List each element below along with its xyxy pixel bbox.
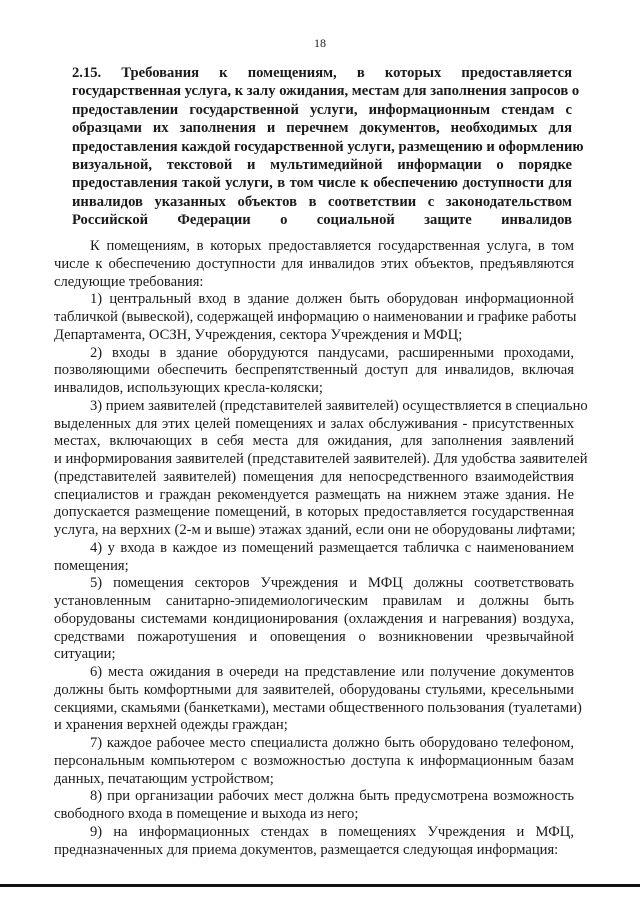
paragraph-line: следующие требования:: [54, 273, 204, 290]
paragraph-line: 2) входы в здание оборудуются пандусами, расширенными проходами,: [90, 344, 574, 361]
paragraph-line: числе к обеспечению доступности для инвалидов этих объектов, предъявляются: [54, 255, 574, 272]
section-heading: [72, 64, 584, 230]
paragraph-line: должны быть комфортными для заявителей, оборудованы стульями, кресельными: [54, 681, 574, 698]
heading-line: предоставлении государственной услуги, информационным стендам с: [72, 101, 572, 118]
requirement-item-9: [54, 824, 574, 860]
paragraph-line: специалистов и граждан рекомендуется размещать на нижнем этаже здания. Не: [54, 486, 574, 503]
requirement-item-2: [54, 345, 574, 398]
requirement-item-7: [54, 735, 574, 788]
paragraph-line: предназначенных для приема документов, размещается следующая информация:: [54, 841, 559, 858]
paragraph-line: 5) помещения секторов Учреждения и МФЦ должны соответствовать: [90, 575, 574, 592]
paragraph-line: 7) каждое рабочее место специалиста должно быть оборудовано телефоном,: [90, 735, 574, 751]
paragraph-line: местах, включающих в себя места для ожидания, для заполнения заявлений: [54, 433, 574, 450]
paragraph-line: инвалидов, использующих кресла-коляски;: [54, 380, 323, 396]
requirement-item-3: [54, 397, 588, 540]
paragraph-line: персональным компьютером с возможностью доступа к информационным базам: [54, 752, 574, 769]
paragraph-line: ситуации;: [54, 646, 116, 663]
paragraph-line: Департамента, ОСЗН, Учреждения, сектора Учреждения и МФЦ;: [54, 326, 463, 343]
intro-paragraph: [54, 238, 574, 291]
requirement-item-1: [54, 291, 577, 344]
paragraph-line: 1) центральный вход в здание должен быть оборудован информационной: [90, 291, 574, 308]
paragraph-line: и информирования заявителей (представителей заявителей). Для удобства заявителей: [54, 451, 588, 467]
paragraph-line: и хранения верхней одежды граждан;: [54, 717, 288, 734]
heading-line: инвалидов указанных объектов в соответствии с законодательством: [72, 193, 572, 210]
paragraph-line: установленным санитарно-эпидемиологическим правилам и должны быть: [54, 593, 574, 609]
paragraph-line: 8) при организации рабочих мест должна быть предусмотрена возможность: [90, 788, 574, 805]
paragraph-line: выделенных для этих целей помещениях и залах обслуживания - присутственных: [54, 415, 574, 432]
paragraph-line: К помещениям, в которых предоставляется государственная услуга, в том: [90, 238, 574, 254]
document-body: [54, 238, 588, 859]
requirement-item-5: [54, 575, 574, 664]
requirement-item-8: [54, 788, 574, 824]
paragraph-line: 9) на информационных стендах в помещениях Учреждения и МФЦ,: [90, 823, 574, 840]
heading-line: образцами их заполнения и перечнем документов, необходимых для: [72, 120, 572, 137]
requirement-item-4: [54, 540, 574, 576]
requirement-item-6: [54, 664, 582, 735]
heading-line: предоставления каждой государственной услуги, размещению и оформлению: [72, 138, 584, 155]
page-bottom-border: [0, 884, 640, 887]
page-number: 18: [314, 36, 326, 50]
paragraph-line: средствами пожаротушения и оповещения о возникновении чрезвычайной: [54, 628, 574, 645]
paragraph-line: секциями, скамьями (банкетками), местами общественного пользования (туалетами): [54, 699, 582, 716]
paragraph-line: табличкой (вывеской), содержащей информацию о наименовании и графике работы: [54, 309, 577, 325]
paragraph-line: 3) прием заявителей (представителей заявителей) осуществляется в специально: [90, 397, 588, 414]
paragraph-line: позволяющими обеспечить беспрепятственный доступ для инвалидов, включая: [54, 362, 574, 379]
paragraph-line: оборудованы системами кондиционирования (охлаждения и нагревания) воздуха,: [54, 610, 574, 627]
paragraph-line: свободного входа в помещение и выхода из него;: [54, 806, 359, 822]
heading-line: государственная услуга, к залу ожидания, местам для заполнения запросов о: [72, 83, 580, 100]
paragraph-line: услуга, на верхних (2-м и выше) этажах зданий, если они не оборудованы лифтами;: [54, 522, 576, 538]
paragraph-line: помещения;: [54, 557, 129, 574]
heading-line: предоставления такой услуги, в том числе к обеспечению доступности для: [72, 175, 572, 192]
paragraph-line: 4) у входа в каждое из помещений размещается табличка с наименованием: [90, 539, 574, 556]
heading-line: визуальной, текстовой и мультимедийной информации о порядке: [72, 157, 572, 174]
paragraph-line: (представителей заявителей) помещения для непосредственного взаимодействия: [54, 468, 574, 485]
paragraph-line: допускается размещение помещений, в которых предоставляется государственная: [54, 504, 574, 521]
paragraph-line: данных, печатающим устройством;: [54, 770, 274, 787]
heading-line: Российской Федерации о социальной защите инвалидов: [72, 212, 572, 229]
paragraph-line: 6) места ожидания в очереди на представление или получение документов: [90, 664, 574, 680]
heading-line: 2.15. Требования к помещениям, в которых предоставляется: [72, 65, 572, 81]
